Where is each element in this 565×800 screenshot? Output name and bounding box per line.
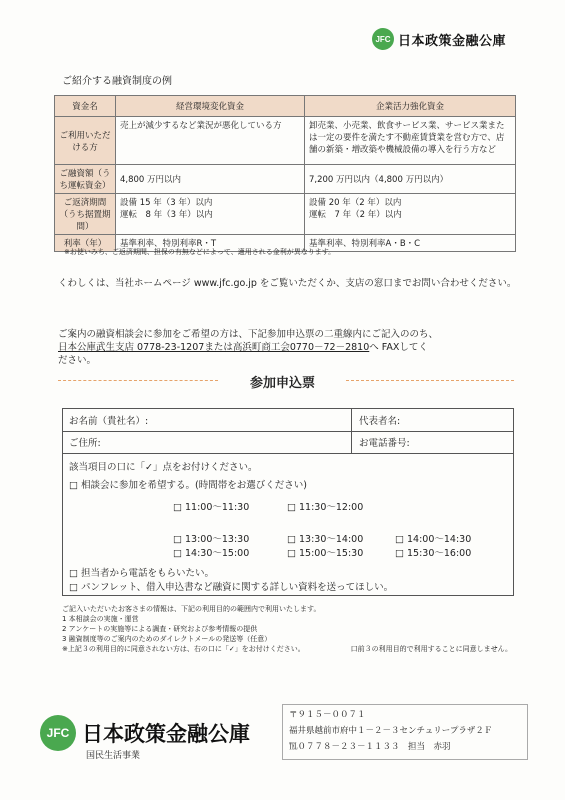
consent-checkbox[interactable]: 口前３の利用目的で利用することに同意しません。 — [350, 645, 512, 653]
slot-1400[interactable]: □ 14:00～14:30 — [395, 534, 472, 545]
section-title: ご紹介する融資制度の例 — [62, 76, 172, 87]
instruction: 該当項目の口に「✓」点をお付けください。 — [69, 462, 258, 473]
table-note: ※お使いみち、ご返済期間、担保の有無などによって、適用される金利が異なります。 — [64, 248, 336, 256]
slot-1100[interactable]: □ 11:00～11:30 — [173, 502, 250, 513]
slot-1130[interactable]: □ 11:30～12:00 — [287, 502, 364, 513]
divider — [351, 431, 352, 453]
table-row — [55, 194, 516, 235]
contact-line: 日本公庫武生支店 0778-23-1207または高浜町商工会0770－72－2810 — [58, 342, 370, 353]
jfc-logo-icon: JFC — [40, 715, 76, 751]
address-row — [63, 431, 513, 454]
footer-brand: 日本政策金融公庫 — [82, 722, 250, 746]
loan-table — [54, 95, 516, 252]
office-tel: ℡０７７８－２３－１１３３ 担当 赤羽 — [289, 742, 451, 752]
option-materials[interactable]: □ パンフレット、借入申込書など融資に関する詳しい資料を送ってほしい。 — [69, 582, 394, 593]
footnotes — [62, 604, 512, 654]
table-header: 資金名 — [55, 96, 116, 117]
consent-row — [62, 644, 512, 654]
name-label: お名前（貴社名）: — [69, 416, 149, 427]
division-name: 国民生活事業 — [86, 751, 141, 761]
application-title: 参加申込票 — [249, 376, 315, 391]
postal-code: 〒９１５－００７１ — [289, 710, 366, 720]
intro-text — [58, 328, 518, 367]
table-header-row — [55, 96, 516, 117]
address-box — [282, 704, 528, 760]
footer-logo — [40, 715, 250, 751]
website-line: くわしくは、当社ホームページ www.jfc.go.jp をご覧いただくか、支店の窓口までお問い合わせください。 — [58, 278, 517, 289]
row-label: ご融資額（うち運転資金） — [55, 165, 116, 194]
phone-label: お電話番号: — [359, 438, 410, 449]
option-attend[interactable]: □ 相談会に参加を希望する。(時間帯をお選びください) — [69, 480, 307, 491]
footnote-item: 3 融資制度等のご案内のためのダイレクトメールの発送等（任意） — [62, 635, 272, 643]
slot-1300[interactable]: □ 13:00～13:30 — [173, 534, 250, 545]
application-form — [62, 408, 514, 596]
jfc-logo-icon: JFC — [372, 28, 394, 50]
name-row — [63, 409, 513, 432]
table-cell: 設備 15 年（3 年）以内 運転 8 年（3 年）以内 — [116, 194, 305, 235]
slot-1500[interactable]: □ 15:00～15:30 — [287, 548, 364, 559]
row-label: ご返済期間（うち据置期間） — [55, 194, 116, 235]
row-label: 利率（年） — [55, 235, 116, 252]
consent-text: ※上記３の利用目的に同意されない方は、右の口に「✓」をお付けください。 — [62, 645, 305, 653]
intro-line3: ださい。 — [58, 355, 97, 366]
divider — [351, 409, 352, 431]
header-logo — [372, 28, 506, 50]
rep-label: 代表者名: — [359, 416, 401, 427]
option-call[interactable]: □ 担当者から電話をもらいたい。 — [69, 568, 214, 579]
row-label: ご利用いただける方 — [55, 117, 116, 165]
table-cell: 卸売業、小売業、飲食サービス業、サービス業または一定の要件を満たす不動産賃貸業を営む方で、店舗の新築・増改築や機械設備の導入を行う方など — [305, 117, 516, 165]
table-cell: 基準利率、特別利率R・T — [116, 235, 305, 252]
table-cell: 設備 20 年（2 年）以内 運転 7 年（2 年）以内 — [305, 194, 516, 235]
footnote-intro: ご記入いただいたお客さまの情報は、下記の利用目的の範囲内で利用いたします。 — [62, 605, 321, 613]
table-cell: 売上が減少するなど業況が悪化している方 — [116, 117, 305, 165]
table-cell: 4,800 万円以内 — [116, 165, 305, 194]
brand-name: 日本政策金融公庫 — [398, 33, 507, 49]
table-cell: 7,200 万円以内（4,800 万円以内） — [305, 165, 516, 194]
table-row — [55, 165, 516, 194]
slot-1330[interactable]: □ 13:30～14:00 — [287, 534, 364, 545]
table-header: 企業活力強化資金 — [305, 96, 516, 117]
intro-line2-end: へ FAXしてく — [369, 342, 428, 353]
slot-1430[interactable]: □ 14:30～15:00 — [173, 548, 250, 559]
office-address: 福井県越前市府中１－２－３センチュリープラザ２Ｆ — [289, 726, 493, 736]
slot-1530[interactable]: □ 15:30～16:00 — [395, 548, 472, 559]
intro-line1: ご案内の融資相談会に参加をご希望の方は、下記参加申込票の二重線内にご記入ののち、 — [58, 329, 439, 340]
footnote-item: 2 アンケートの実施等による調査・研究および参考情報の提供 — [62, 625, 258, 633]
address-label: ご住所: — [69, 438, 101, 449]
table-row — [55, 117, 516, 165]
footnote-item: 1 本相談会の実施・運営 — [62, 615, 139, 623]
table-header: 経営環境変化資金 — [116, 96, 305, 117]
table-cell: 基準利率、特別利率A・B・C — [305, 235, 516, 252]
